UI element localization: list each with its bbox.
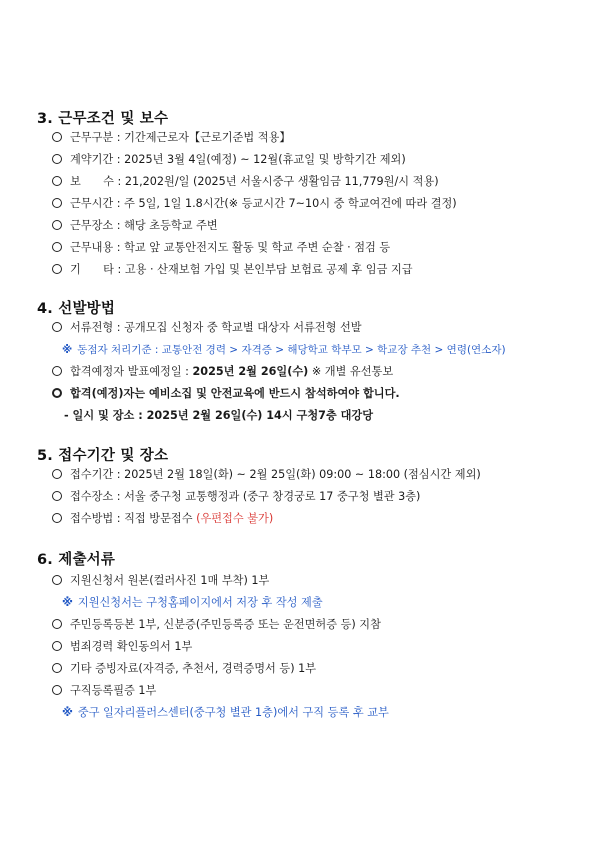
circle-bullet-icon [52, 198, 62, 208]
circle-bullet-icon [52, 513, 62, 523]
mail-not-accepted-note: (우편접수 불가) [196, 512, 274, 525]
list-item-application-place: 접수장소 : 서울 중구청 교통행정과 (중구 창경궁로 17 중구청 별관 3층) [52, 490, 420, 504]
note-application-form-download: ※ 지원신청서는 구청홈페이지에서 저장 후 작성 제출 [62, 596, 323, 609]
sub-item-training-schedule: - 일시 및 장소 : 2025년 2월 26일(수) 14시 구청7층 대강당 [64, 409, 374, 422]
section-title-selection-method: 4. 선발방법 [37, 301, 116, 317]
circle-bullet-icon [52, 469, 62, 479]
circle-bullet-icon [52, 575, 62, 585]
circle-bullet-icon [52, 176, 62, 186]
list-item-supporting-documents: 기타 증빙자료(자격증, 추천서, 경력증명서 등) 1부 [52, 662, 316, 676]
circle-bullet-icon [52, 132, 62, 142]
list-item-work-place: 근무장소 : 해당 초등학교 주변 [52, 219, 218, 233]
circle-bullet-icon [52, 154, 62, 164]
section-title-working-conditions: 3. 근무조건 및 보수 [37, 111, 169, 127]
reference-mark-icon: ※ [62, 706, 73, 719]
section-title-required-documents: 6. 제출서류 [37, 552, 116, 568]
list-item-resident-registration: 주민등록등본 1부, 신분증(주민등록증 또는 운전면허증 등) 지참 [52, 618, 381, 632]
reference-mark-icon: ※ [62, 344, 73, 356]
section-title-application-period: 5. 접수기간 및 장소 [37, 448, 169, 464]
list-item-contract-period: 계약기간 : 2025년 3월 4일(예정) ~ 12월(휴교일 및 방학기간 제외) [52, 153, 406, 167]
list-item-criminal-record-consent: 범죄경력 확인동의서 1부 [52, 640, 192, 654]
circle-bullet-icon [52, 322, 62, 332]
circle-bullet-icon [52, 641, 62, 651]
circle-bullet-icon [52, 388, 62, 398]
list-item-work-type: 근무구분 : 기간제근로자【근로기준법 적용】 [52, 131, 291, 145]
list-item-work-duties: 근무내용 : 학교 앞 교통안전지도 활동 및 학교 주변 순찰 · 점검 등 [52, 241, 390, 255]
reference-mark-icon: ※ [62, 596, 73, 609]
circle-bullet-icon [52, 220, 62, 230]
list-item-wage: 보 수 : 21,202원/일 (2025년 서울시중구 생활임금 11,779원/시 적용) [52, 175, 439, 189]
note-job-registration-issuance: ※ 중구 일자리플러스센터(중구청 별관 1층)에서 구직 등록 후 교부 [62, 706, 389, 719]
announcement-date-value: 2025년 2월 26일(수) [192, 365, 309, 378]
list-item-application-period: 접수기간 : 2025년 2월 18일(화) ~ 2월 25일(화) 09:00 ~ 18:00 (점심시간 제외) [52, 468, 481, 482]
list-item-announcement-date: 합격예정자 발표예정일 : 2025년 2월 26일(수) ※ 개별 유선통보 [52, 365, 393, 379]
list-item-document-screening: 서류전형 : 공개모집 신청자 중 학교별 대상자 서류전형 선발 [52, 321, 362, 335]
list-item-application-form: 지원신청서 원본(컬러사진 1매 부착) 1부 [52, 574, 269, 588]
note-tie-break-criteria: ※ 동점자 처리기준 : 교통안전 경력 > 자격증 > 해당학교 학부모 > 학교장 추천 > 연령(연소자) [62, 344, 506, 356]
list-item-job-registration-certificate: 구직등록필증 1부 [52, 684, 156, 698]
circle-bullet-icon [52, 685, 62, 695]
circle-bullet-icon [52, 242, 62, 252]
circle-bullet-icon [52, 264, 62, 274]
circle-bullet-icon [52, 491, 62, 501]
list-item-mandatory-training: 합격(예정)자는 예비소집 및 안전교육에 반드시 참석하여야 합니다. [52, 387, 400, 401]
circle-bullet-icon [52, 619, 62, 629]
list-item-application-method: 접수방법 : 직접 방문접수 (우편접수 불가) [52, 512, 273, 526]
list-item-etc: 기 타 : 고용 · 산재보험 가입 및 본인부담 보험료 공제 후 임금 지급 [52, 263, 413, 277]
circle-bullet-icon [52, 366, 62, 376]
circle-bullet-icon [52, 663, 62, 673]
list-item-work-hours: 근무시간 : 주 5일, 1일 1.8시간(※ 등교시간 7~10시 중 학교여건에 따라 결정) [52, 197, 457, 211]
